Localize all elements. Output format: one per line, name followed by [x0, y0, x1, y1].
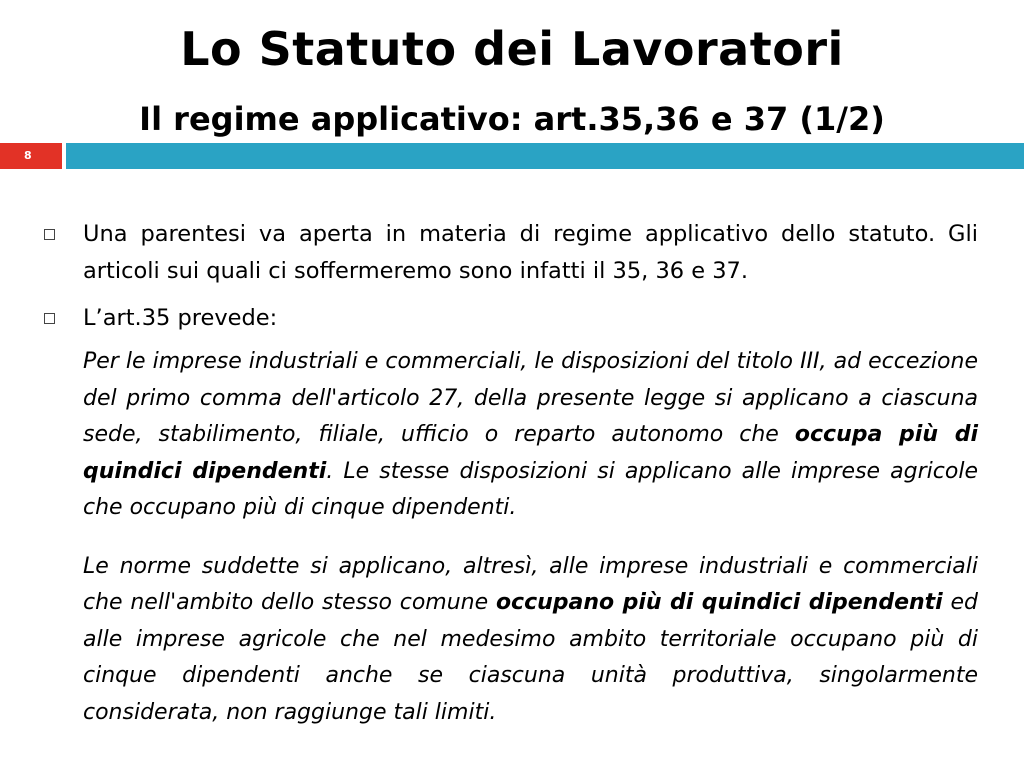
quote-text: . Le stesse disposizioni si applicano alle imprese agricole che occupano più di cinque dipendenti. [83, 458, 978, 520]
quote-text: Le norme suddette si applicano, altresì, alle imprese industriali e commerciali che nell'ambito dello stesso comune [83, 553, 978, 615]
header-divider-bar [66, 143, 1024, 169]
bullet-item [40, 216, 978, 290]
square-bullet-icon [44, 229, 55, 240]
bullet-item [40, 300, 978, 337]
quote-text: ed alle imprese agricole che nel medesimo ambito territoriale occupano più di cinque dipendenti anche se ciascuna unità produttiva, singolarmente considerata, non raggiunge tali limiti. [83, 590, 979, 725]
bullet-text: L’art.35 prevede: [83, 305, 278, 331]
quote-emphasis: occupa più di quindici dipendenti [83, 422, 979, 484]
quote-emphasis: occupano più di quindici dipendenti [495, 590, 943, 615]
square-bullet-icon [44, 313, 55, 324]
law-quote-paragraph [40, 344, 978, 527]
quote-text: Per le imprese industriali e commerciali, le disposizioni del titolo III, ad eccezione del primo comma dell'articolo 27, della presente legge si applicano a ciascuna sede, stabilimento, filiale, ufficio o reparto autonomo che [83, 349, 978, 447]
law-quote-paragraph [40, 549, 978, 732]
slide-title: Lo Statuto dei Lavoratori [180, 22, 844, 76]
slide-number: 8 [24, 149, 32, 162]
slide-subtitle: Il regime applicativo: art.35,36 e 37 (1/2) [139, 100, 885, 138]
slide-body [40, 216, 978, 753]
bullet-text: Una parentesi va aperta in materia di regime applicativo dello statuto. Gli articoli sui quali ci soffermeremo sono infatti il 35, 36 e 37. [83, 221, 978, 284]
